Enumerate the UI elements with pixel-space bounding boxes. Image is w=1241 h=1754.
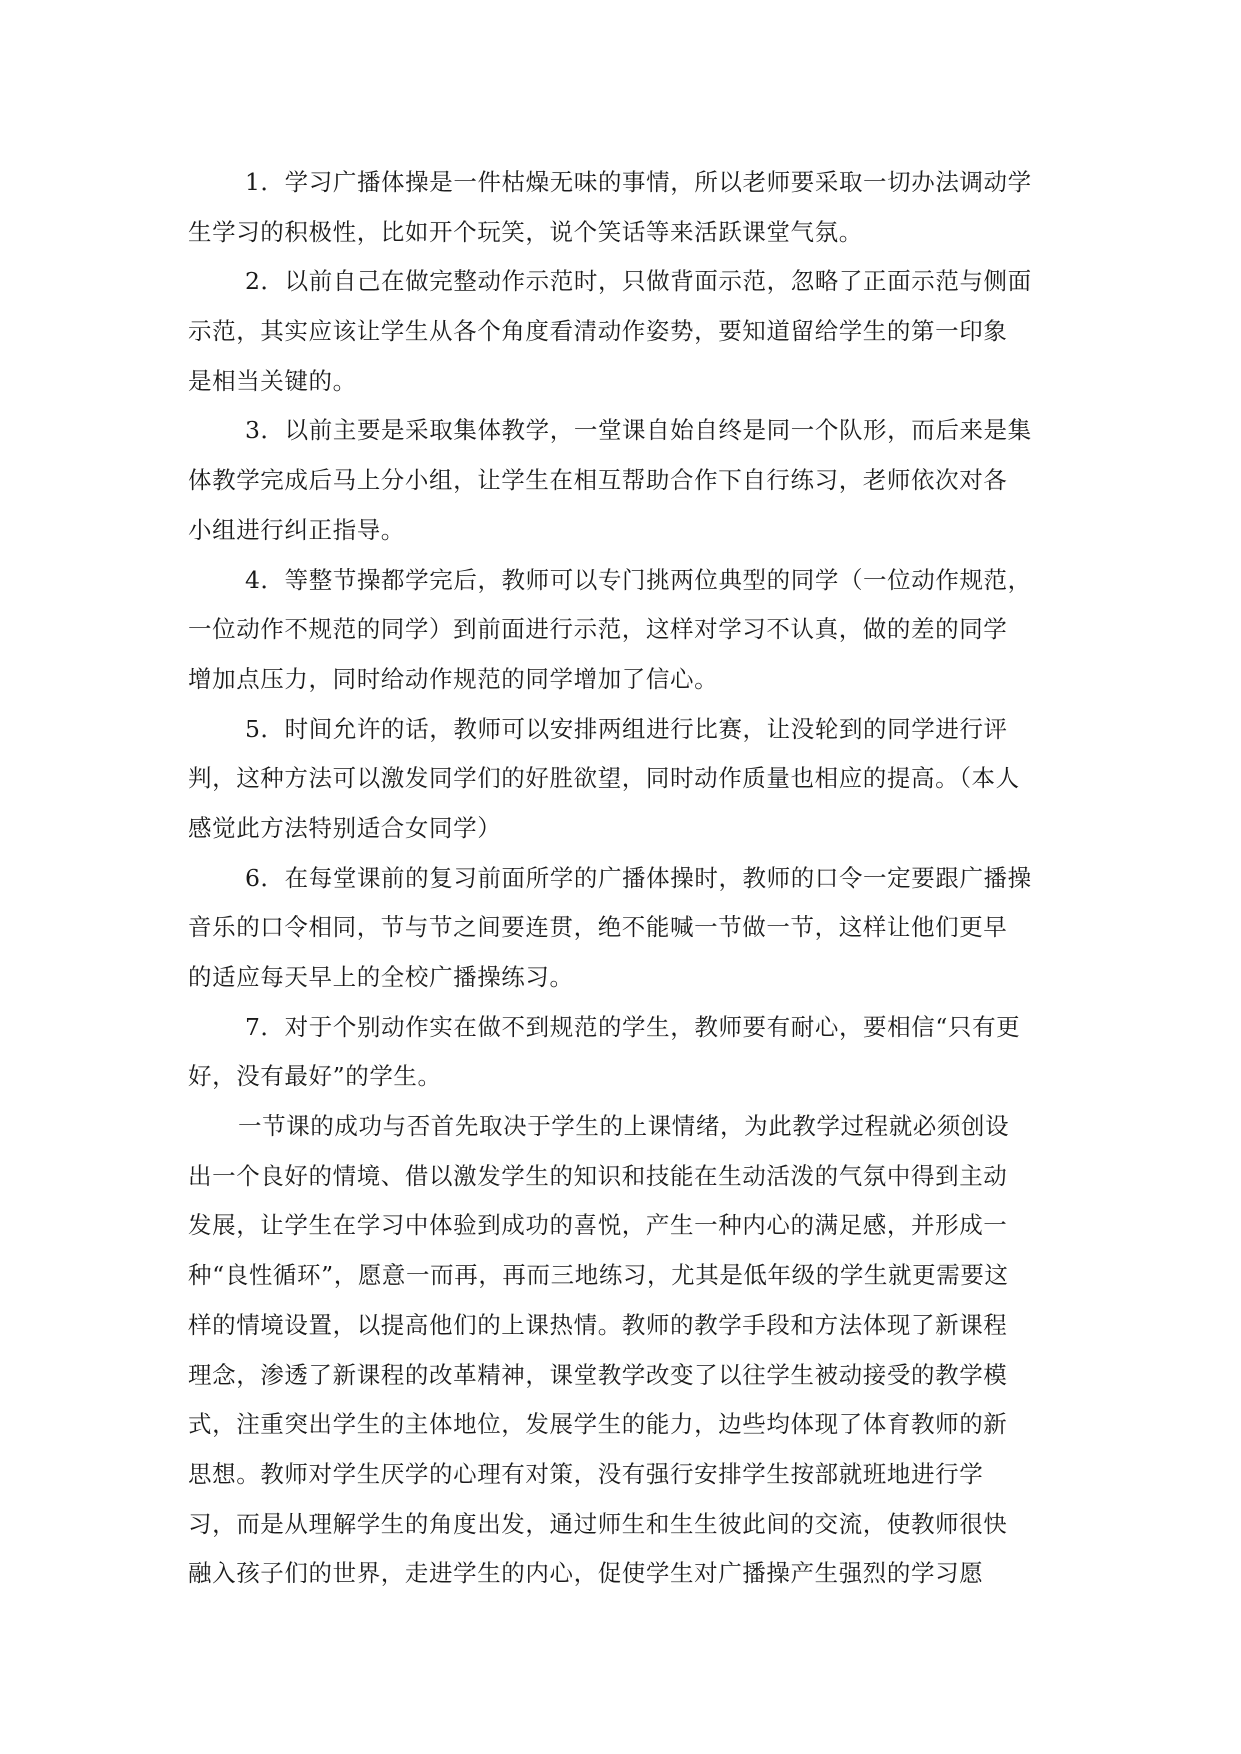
text-line: 1．学习广播体操是一件枯燥无味的事情，所以老师要采取一切办法调动学 — [245, 168, 1032, 196]
text-line: 融入孩子们的世界，走进学生的内心，促使学生对广播操产生强烈的学习愿 — [188, 1559, 984, 1588]
text-line: 感觉此方法特别适合女同学） — [188, 813, 502, 842]
text-line: 式，注重突出学生的主体地位，发展学生的能力，边些均体现了体育教师的新 — [188, 1410, 1008, 1439]
text-line: 习，而是从理解学生的角度出发，通过师生和生生彼此间的交流，使教师很快 — [188, 1509, 1008, 1538]
text-line: 音乐的口令相同，节与节之间要连贯，绝不能喊一节做一节，这样让他们更早 — [188, 913, 1008, 942]
document-body — [188, 158, 1058, 1599]
text-line: 6．在每堂课前的复习前面所学的广播体操时，教师的口令一定要跟广播操 — [245, 863, 1032, 892]
text-line: 小组进行纠正指导。 — [188, 515, 405, 544]
text-line: 好，没有最好”的学生。 — [188, 1062, 442, 1091]
text-line: 体教学完成后马上分小组，让学生在相互帮助合作下自行练习，老师依次对各 — [188, 466, 1008, 495]
text-line: 是相当关键的。 — [188, 366, 357, 395]
text-line: 样的情境设置，以提高他们的上课热情。教师的教学手段和方法体现了新课程 — [188, 1310, 1008, 1339]
text-line: 示范，其实应该让学生从各个角度看清动作姿势，要知道留给学生的第一印象 — [188, 317, 1008, 346]
text-line: 思想。教师对学生厌学的心理有对策，没有强行安排学生按部就班地进行学 — [188, 1459, 984, 1488]
text-line: 发展，让学生在学习中体验到成功的喜悦，产生一种内心的满足感，并形成一 — [188, 1211, 1008, 1240]
text-line: 一节课的成功与否首先取决于学生的上课情绪，为此教学过程就必须创设 — [238, 1112, 1010, 1141]
text-line: 出一个良好的情境、借以激发学生的知识和技能在生动活泼的气氛中得到主动 — [188, 1161, 1008, 1190]
text-line: 4．等整节操都学完后，教师可以专门挑两位典型的同学（一位动作规范， — [245, 565, 1032, 594]
text-line: 7．对于个别动作实在做不到规范的学生，教师要有耐心，要相信“只有更 — [245, 1012, 1021, 1041]
text-line: 一位动作不规范的同学）到前面进行示范，这样对学习不认真，做的差的同学 — [188, 615, 1008, 644]
text-line: 增加点压力，同时给动作规范的同学增加了信心。 — [188, 664, 719, 693]
text-line: 2．以前自己在做完整动作示范时，只做背面示范，忽略了正面示范与侧面 — [245, 267, 1032, 296]
text-line: 理念，渗透了新课程的改革精神，课堂教学改变了以往学生被动接受的教学模 — [188, 1360, 1008, 1389]
text-line: 判，这种方法可以激发同学们的好胜欲望，同时动作质量也相应的提高。（本人 — [188, 764, 1020, 793]
text-line: 3．以前主要是采取集体教学，一堂课自始自终是同一个队形，而后来是集 — [245, 416, 1032, 445]
text-line: 种“良性循环”，愿意一而再，再而三地练习，尤其是低年级的学生就更需要这 — [188, 1261, 1009, 1290]
text-line: 的适应每天早上的全校广播操练习。 — [188, 963, 574, 991]
text-line: 5．时间允许的话，教师可以安排两组进行比赛，让没轮到的同学进行评 — [245, 714, 1008, 743]
text-line: 生学习的积极性，比如开个玩笑，说个笑话等来活跃课堂气氛。 — [188, 217, 863, 246]
